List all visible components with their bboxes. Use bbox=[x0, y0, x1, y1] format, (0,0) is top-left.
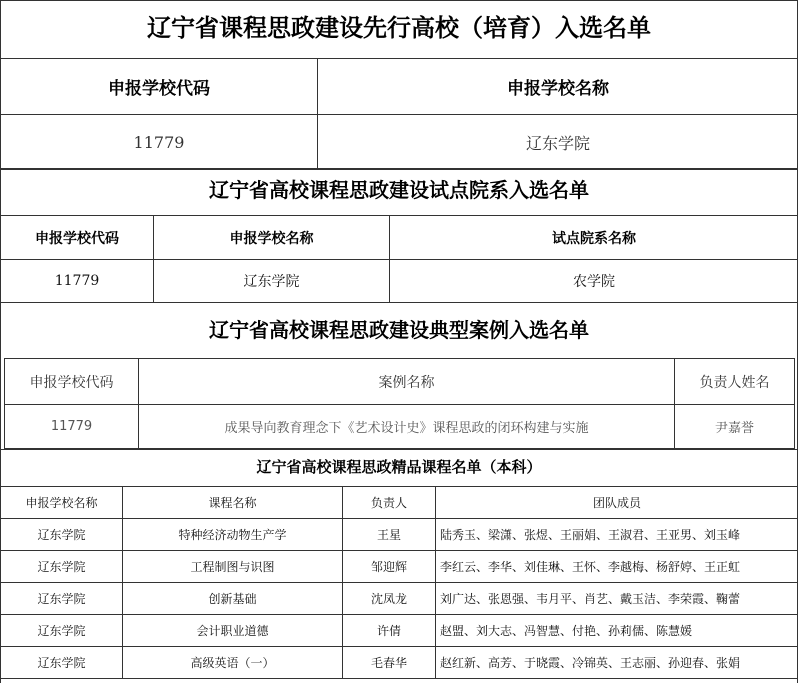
s3-header-person: 负责人姓名 bbox=[675, 359, 795, 405]
s3-cell-case: 成果导向教育理念下《艺术设计史》课程思政的闭环构建与实施 bbox=[139, 405, 675, 449]
section2-table bbox=[0, 215, 798, 303]
table-row bbox=[1, 647, 798, 679]
s2-header-code: 申报学校代码 bbox=[1, 216, 154, 260]
s3-cell-code: 11779 bbox=[5, 405, 139, 449]
s4-team: 陆秀玉、梁潇、张煜、王丽娟、王淑君、王亚男、刘玉峰 bbox=[436, 519, 798, 551]
table-row bbox=[1, 583, 798, 615]
s4-leader: 邹迎辉 bbox=[343, 551, 436, 583]
s4-leader: 许倩 bbox=[343, 615, 436, 647]
top-border bbox=[0, 0, 798, 1]
section2-title: 辽宁省高校课程思政建设试点院系入选名单 bbox=[209, 178, 589, 202]
s3-header-code: 申报学校代码 bbox=[5, 359, 139, 405]
s4-header-team: 团队成员 bbox=[436, 487, 798, 519]
section4-table bbox=[0, 486, 798, 679]
s1-header-code: 申报学校代码 bbox=[1, 59, 318, 115]
s4-leader: 王星 bbox=[343, 519, 436, 551]
section-divider bbox=[0, 302, 798, 303]
s1-cell-code: 11779 bbox=[1, 115, 318, 170]
s4-leader: 沈凤龙 bbox=[343, 583, 436, 615]
s2-cell-code: 11779 bbox=[1, 260, 154, 303]
section-divider bbox=[0, 168, 798, 169]
s4-course: 会计职业道德 bbox=[123, 615, 343, 647]
s4-header-course: 课程名称 bbox=[123, 487, 343, 519]
s4-team: 刘广达、张恩强、韦月平、肖艺、戴玉洁、李荣霞、鞠蕾 bbox=[436, 583, 798, 615]
s4-team: 赵盟、刘大志、冯智慧、付艳、孙莉儒、陈慧媛 bbox=[436, 615, 798, 647]
table-row bbox=[1, 615, 798, 647]
s2-header-name: 申报学校名称 bbox=[154, 216, 390, 260]
s4-school: 辽东学院 bbox=[1, 615, 123, 647]
s4-header-school: 申报学校名称 bbox=[1, 487, 123, 519]
section3-title: 辽宁省高校课程思政建设典型案例入选名单 bbox=[209, 318, 589, 342]
s2-cell-name: 辽东学院 bbox=[154, 260, 390, 303]
table-row bbox=[1, 551, 798, 583]
section4-title: 辽宁省高校课程思政精品课程名单（本科） bbox=[256, 458, 542, 476]
s4-course: 创新基础 bbox=[123, 583, 343, 615]
section3-table bbox=[4, 358, 795, 449]
s4-school: 辽东学院 bbox=[1, 551, 123, 583]
s4-course: 特种经济动物生产学 bbox=[123, 519, 343, 551]
s3-cell-person: 尹嘉誉 bbox=[675, 405, 795, 449]
s4-leader: 毛春华 bbox=[343, 647, 436, 679]
s1-header-name: 申报学校名称 bbox=[318, 59, 798, 115]
left-border bbox=[0, 0, 1, 683]
section-divider bbox=[0, 449, 798, 450]
s4-school: 辽东学院 bbox=[1, 519, 123, 551]
s4-school: 辽东学院 bbox=[1, 583, 123, 615]
s4-header-leader: 负责人 bbox=[343, 487, 436, 519]
s2-header-dept: 试点院系名称 bbox=[390, 216, 798, 260]
s4-team: 李红云、李华、刘佳琳、王怀、李越梅、杨舒婷、王正虹 bbox=[436, 551, 798, 583]
s4-course: 工程制图与识图 bbox=[123, 551, 343, 583]
table-row bbox=[1, 519, 798, 551]
s4-school: 辽东学院 bbox=[1, 647, 123, 679]
section1-title: 辽宁省课程思政建设先行高校（培育）入选名单 bbox=[147, 13, 651, 42]
section1-table bbox=[0, 58, 798, 170]
s3-header-case: 案例名称 bbox=[139, 359, 675, 405]
s1-cell-name: 辽东学院 bbox=[318, 115, 798, 170]
s4-course: 高级英语（一） bbox=[123, 647, 343, 679]
s2-cell-dept: 农学院 bbox=[390, 260, 798, 303]
s4-team: 赵红新、高芳、于晓霞、冷锦英、王志丽、孙迎春、张娟 bbox=[436, 647, 798, 679]
